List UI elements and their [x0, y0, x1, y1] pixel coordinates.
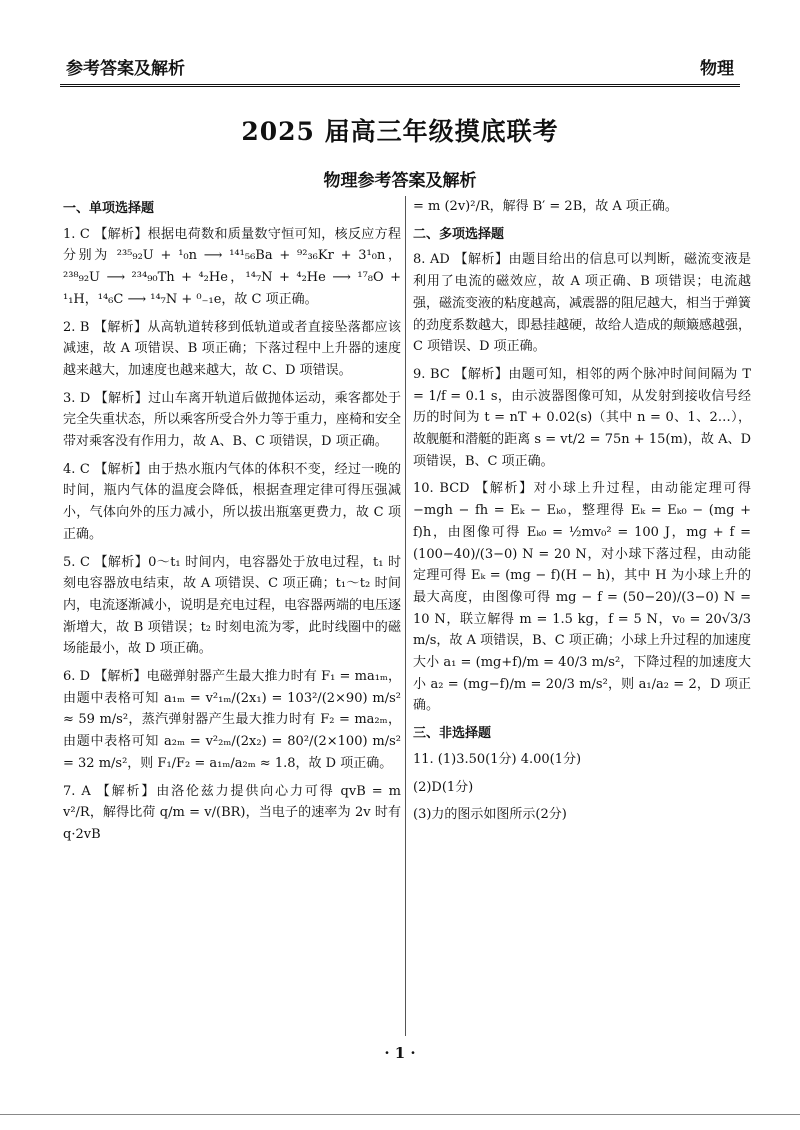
answer-q1: 1. C 【解析】根据电荷数和质量数守恒可知，核反应方程分别为 ²³⁵₉₂U + ¹₀n ⟶ ¹⁴¹₅₆Ba + ⁹²₃₆Kr + 3¹₀n，²³⁸₉₂U ⟶ ²³⁴₉₀Th + ⁴₂He，¹⁴₇N + ⁴₂He ⟶ ¹⁷₈O + ¹₁H，¹⁴₆C ⟶ ¹⁴₇N + ⁰₋₁e，故 C 项正确。	[63, 226, 401, 307]
answer-q4: 4. C 【解析】由于热水瓶内气体的体积不变，经过一晚的时间，瓶内气体的温度会降低，根据查理定律可得压强减小，气体向外的压力减小，所以拔出瓶塞更费力，故 C 项正确。	[63, 461, 401, 542]
answer-q7-continued: = m (2v)²/R，解得 B′ = 2B，故 A 项正确。	[413, 199, 678, 214]
answer-q10: 10. BCD 【解析】对小球上升过程，由动能定理可得 −mgh − fh = Eₖ − Eₖ₀，整理得 Eₖ = Eₖ₀ − (mg + f)h，由图像可得 Eₖ₀ = ½mv₀² = 100 J，mg + f = (100−40)/(3−0) N = 20 N，对小球下落过程，由动能定理可得 Eₖ = (mg − f)(H − h)，其中 H 为小球上升的最大高度，由图像可得 mg − f = (50−20)/(3−0) N = 10 N，联立解得 m = 1.5 kg，f = 5 N，v₀ = 20√3/3 m/s，故 A 项错误，B、C 项正确；小球上升过程的加速度大小 a₁ = (mg+f)/m = 40/3 m/s²，下降过程的加速度大小 a₂ = (mg−f)/m = 20/3 m/s²，则 a₁/a₂ = 2，D 项正确。	[413, 481, 751, 714]
answer-q11-part2: (2)D(1分)	[413, 779, 474, 795]
section-heading-non-choice: 三、非选择题	[413, 726, 492, 742]
section-heading-single-choice: 一、单项选择题	[63, 201, 155, 216]
answer-q9: 9. BC 【解析】由题可知，相邻的两个脉冲时间间隔为 T = 1/f = 0.1 s，由示波器图像可知，从发射到接收信号经历的时间为 t = nT + 0.02(s)（其中 n = 0、1、2…），故舰艇和潜艇的距离 s = vt/2 = 75n + 15(m)，故 A、D 项错误，B、C 项正确。	[413, 366, 751, 469]
header-subject: 物理	[700, 59, 734, 79]
page-number: · 1 ·	[384, 1044, 416, 1062]
document-subtitle: 物理参考答案及解析	[323, 171, 477, 191]
left-column	[63, 196, 401, 852]
answer-q11-part1: 11. (1)3.50(1分) 4.00(1分)	[413, 751, 582, 767]
answer-q3: 3. D 【解析】过山车离开轨道后做抛体运动，乘客都处于完全失重状态，所以乘客所受合外力等于重力，座椅和安全带对乘客没有作用力，故 A、B、C 项错误，D 项正确。	[63, 390, 402, 450]
answer-q2: 2. B 【解析】从高轨道转移到低轨道或者直接坠落都应该减速，故 A 项错误、B 项正确；下落过程中上升器的速度越来越大，加速度也越来越大，故 C、D 项错误。	[63, 319, 401, 378]
column-divider	[405, 196, 406, 1036]
answer-q8: 8. AD 【解析】由题目给出的信息可以判断，磁流变液是利用了电流的磁效应，故 A 项正确、B 项错误；电流越强，磁流变液的粘度越高，减震器的阻尼越大，相当于弹簧的劲度系数越大，即悬挂越硬，故给人造成的颠簸感越强，C 项错误、D 项正确。	[413, 252, 752, 355]
answer-q6: 6. D 【解析】电磁弹射器产生最大推力时有 F₁ = ma₁ₘ，由题中表格可知 a₁ₘ = v²₁ₘ/(2x₁) = 103²/(2×90) m/s² ≈ 59 m/s²，蒸汽弹射器产生最大推力时有 F₂ = ma₂ₘ，由题中表格可知 a₂ₘ = v²₂ₘ/(2x₂) = 80²/(2×100) m/s² = 32 m/s²，则 F₁/F₂ = a₁ₘ/a₂ₘ ≈ 1.8，故 D 项正确。	[63, 669, 401, 771]
answer-q7: 7. A 【解析】由洛伦兹力提供向心力可得 qvB = m v²/R，解得比荷 q/m = v/(BR)，当电子的速率为 2v 时有 q·2vB	[63, 783, 401, 842]
document-title: 2025 届高三年级摸底联考	[241, 117, 559, 146]
answer-q5: 5. C 【解析】0～t₁ 时间内，电容器处于放电过程，t₁ 时刻电容器放电结束，故 A 项错误、C 项正确；t₁～t₂ 时间内，电流逐渐减小，说明是充电过程，电容器两端的电压逐渐增大，故 B 项错误；t₂ 时刻电流为零，此时线圈中的磁场能最小，故 D 项正确。	[63, 554, 402, 657]
page-header	[60, 44, 740, 87]
header-left-title: 参考答案及解析	[66, 59, 185, 79]
answer-q11-part3: (3)力的图示如图所示(2分)	[413, 807, 567, 823]
footer-rule	[0, 1114, 800, 1115]
right-column	[413, 196, 751, 832]
section-heading-multiple-choice: 二、多项选择题	[413, 226, 505, 242]
